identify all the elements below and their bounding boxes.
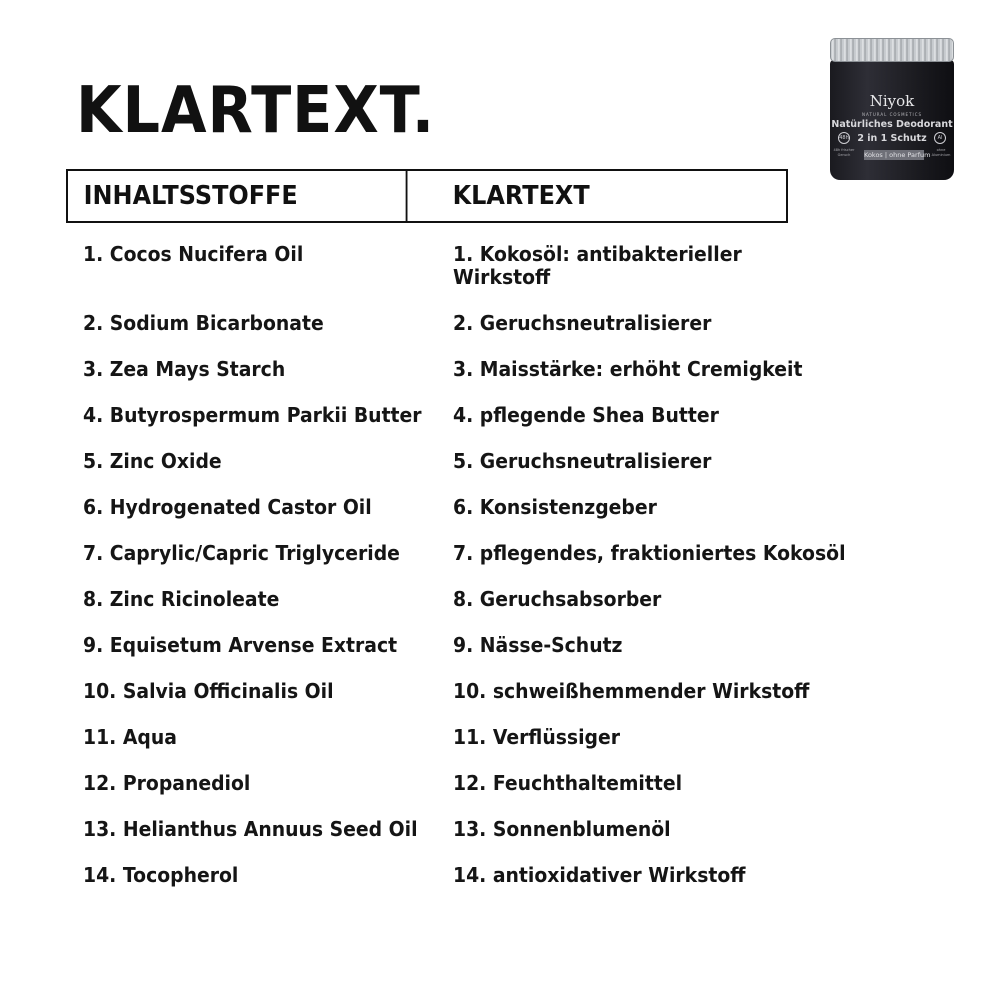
explanation-cell: 10. schweißhemmender Wirkstoff xyxy=(453,679,810,703)
product-subname: 2 in 1 Schutz xyxy=(857,133,927,144)
no-aluminium-badge-icon: Al xyxy=(934,132,946,144)
48h-badge-icon: 48h xyxy=(838,132,850,144)
ingredient-cell: 14. Tocopherol xyxy=(83,863,239,887)
ingredient-cell: 2. Sodium Bicarbonate xyxy=(83,311,324,335)
ingredient-cell: 11. Aqua xyxy=(83,725,177,749)
explanation-cell: 13. Sonnenblumenöl xyxy=(453,817,671,841)
explanation-cell: 6. Konsistenzgeber xyxy=(453,495,657,519)
explanation-cell: 11. Verflüssiger xyxy=(453,725,621,749)
explanation-cell: 12. Feuchthaltemittel xyxy=(453,771,683,795)
ingredient-cell: 1. Cocos Nucifera Oil xyxy=(83,242,304,266)
explanation-cell: 1. Kokosöl: antibakterieller xyxy=(453,242,742,266)
ingredient-cell: 10. Salvia Officinalis Oil xyxy=(83,679,334,703)
ingredient-cell: 9. Equisetum Arvense Extract xyxy=(83,633,398,657)
header-klartext: KLARTEXT xyxy=(452,181,590,211)
badge-caption-left: 48h frischer Geruch xyxy=(833,148,855,157)
explanation-cell: 4. pflegende Shea Butter xyxy=(453,403,719,427)
explanation-cell: 14. antioxidativer Wirkstoff xyxy=(453,863,746,887)
explanation-cell: 8. Geruchsabsorber xyxy=(453,587,662,611)
badge-caption-right: ohne Aluminium xyxy=(931,148,951,157)
ingredient-cell: 12. Propanediol xyxy=(83,771,251,795)
ingredient-cell: 7. Caprylic/Capric Triglyceride xyxy=(83,541,400,565)
explanation-cell-continued: Wirkstoff xyxy=(453,265,551,289)
page-title: KLARTEXT. xyxy=(76,74,436,148)
product-tagline: NATURAL COSMETICS xyxy=(861,112,923,117)
product-brand: Niyok xyxy=(869,92,915,110)
explanation-cell: 9. Nässe-Schutz xyxy=(453,633,623,657)
ingredient-cell: 8. Zinc Ricinoleate xyxy=(83,587,280,611)
product-variant: Kokos | ohne Parfum xyxy=(864,151,931,159)
ingredient-cell: 6. Hydrogenated Castor Oil xyxy=(83,495,372,519)
explanation-cell: 3. Maisstärke: erhöht Cremigkeit xyxy=(453,357,803,381)
explanation-cell: 2. Geruchsneutralisierer xyxy=(453,311,712,335)
ingredient-cell: 13. Helianthus Annuus Seed Oil xyxy=(83,817,418,841)
explanation-cell: 5. Geruchsneutralisierer xyxy=(453,449,712,473)
explanation-cell: 7. pflegendes, fraktioniertes Kokosöl xyxy=(453,541,846,565)
product-name: Natürliches Deodorant xyxy=(831,119,953,130)
ingredient-cell: 4. Butyrospermum Parkii Butter xyxy=(83,403,422,427)
ingredient-cell: 5. Zinc Oxide xyxy=(83,449,222,473)
ingredient-cell: 3. Zea Mays Starch xyxy=(83,357,286,381)
header-ingredients: INHALTSSTOFFE xyxy=(68,171,407,221)
